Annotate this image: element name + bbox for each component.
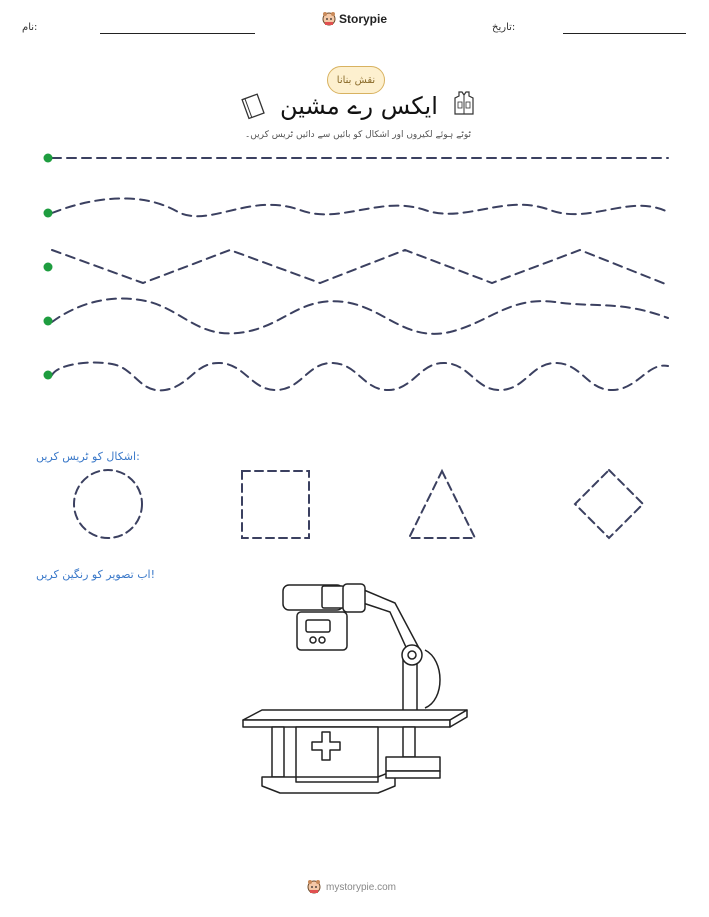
start-dot: [44, 154, 53, 163]
xray-machine-illustration: [238, 572, 478, 802]
instructions: ٹوٹے ہوئے لکیروں اور اشکال کو بائیں سے دائیں ٹریس کریں۔: [244, 130, 472, 140]
date-label: تاریخ:: [492, 22, 516, 33]
coloring-section-label: اب تصویر کو رنگین کریں!: [36, 568, 156, 581]
brand-name: Storypie: [339, 12, 388, 26]
trace-shape-circle[interactable]: [74, 470, 142, 538]
storypie-mascot-icon: [322, 11, 336, 27]
start-dot: [44, 263, 53, 272]
trace-line-zigzag[interactable]: [52, 250, 668, 285]
book-icon: [238, 90, 270, 122]
footer-site[interactable]: mystorypie.com: [326, 881, 397, 893]
trace-shape-triangle[interactable]: [409, 471, 475, 538]
start-dot: [44, 371, 53, 380]
worksheet-header: [0, 0, 709, 45]
activity-badge: نقش بنانا: [327, 66, 385, 94]
footer: [307, 879, 396, 895]
trace-line-smooth-wave[interactable]: [52, 198, 668, 216]
tracing-lines: [0, 140, 709, 400]
trace-line-gentle-wave[interactable]: [52, 299, 668, 334]
start-dot: [44, 317, 53, 326]
storypie-mascot-icon: [307, 879, 321, 895]
shapes-section-label: اشکال کو ٹریس کریں:: [36, 450, 140, 463]
page-title: ایکس رے مشین: [280, 92, 438, 120]
trace-shape-square[interactable]: [242, 471, 309, 538]
xray-vest-icon: [452, 90, 476, 118]
date-line: [563, 33, 686, 34]
name-line: [100, 33, 255, 34]
trace-line-round-wave[interactable]: [52, 362, 668, 390]
start-dot: [44, 209, 53, 218]
tracing-shapes: [0, 466, 709, 546]
brand-logo: [322, 11, 387, 27]
trace-shape-diamond[interactable]: [575, 470, 643, 538]
title-row: [236, 88, 476, 128]
name-label: نام:: [22, 22, 38, 33]
